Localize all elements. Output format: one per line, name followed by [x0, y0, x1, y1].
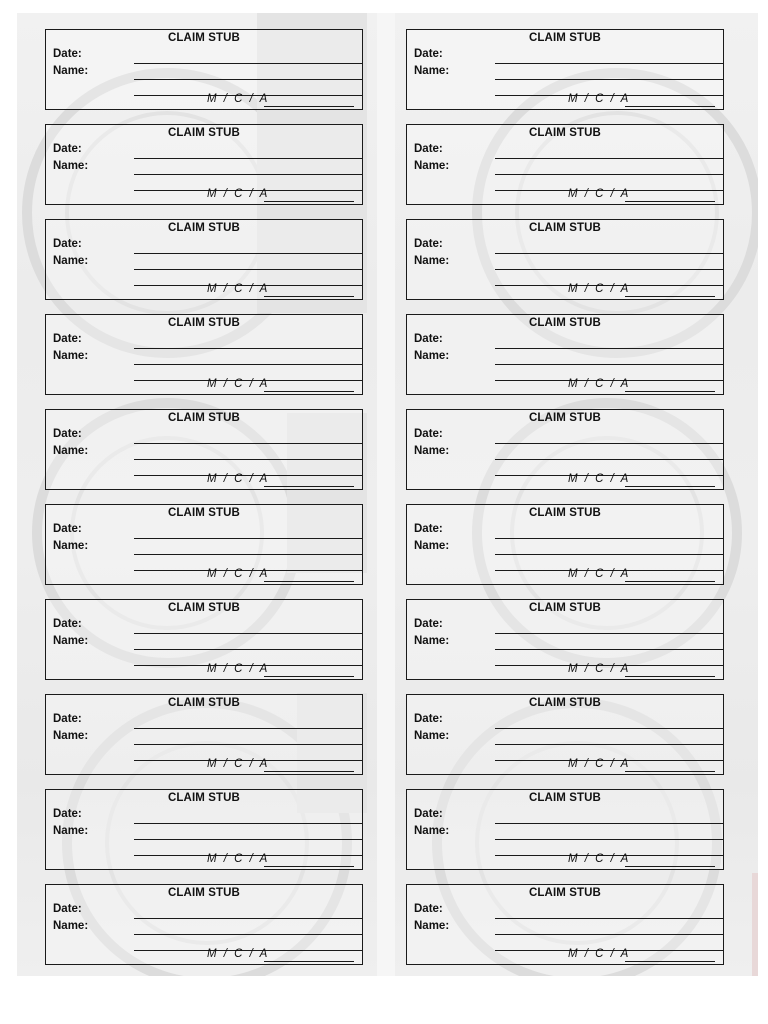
name-label: Name:	[414, 540, 450, 552]
date-label: Date:	[53, 618, 82, 630]
date-label: Date:	[53, 143, 82, 155]
mca-label: M / C / A	[207, 948, 270, 960]
date-write-line[interactable]	[134, 633, 362, 634]
date-write-line[interactable]	[495, 918, 723, 919]
name-label: Name:	[414, 825, 450, 837]
claim-stub-4	[406, 124, 724, 205]
claim-stub-title: CLAIM STUB	[529, 507, 601, 519]
name-write-line[interactable]	[134, 459, 362, 460]
date-label: Date:	[414, 333, 443, 345]
name-write-line[interactable]	[134, 174, 362, 175]
name-write-line[interactable]	[134, 364, 362, 365]
date-label: Date:	[414, 428, 443, 440]
mca-label: M / C / A	[568, 378, 631, 390]
date-write-line[interactable]	[134, 728, 362, 729]
mca-write-line[interactable]	[625, 676, 715, 677]
claim-stub-14	[406, 599, 724, 680]
claim-stub-title: CLAIM STUB	[168, 602, 240, 614]
claim-stub-title: CLAIM STUB	[168, 222, 240, 234]
name-write-line[interactable]	[134, 744, 362, 745]
date-label: Date:	[414, 238, 443, 250]
mca-write-line[interactable]	[264, 296, 354, 297]
claim-stub-18	[406, 789, 724, 870]
name-label: Name:	[53, 255, 89, 267]
mca-write-line[interactable]	[625, 581, 715, 582]
mca-write-line[interactable]	[625, 106, 715, 107]
name-write-line[interactable]	[495, 744, 723, 745]
name-label: Name:	[414, 350, 450, 362]
mca-write-line[interactable]	[625, 486, 715, 487]
claim-stub-title: CLAIM STUB	[168, 412, 240, 424]
mca-write-line[interactable]	[625, 961, 715, 962]
mca-label: M / C / A	[207, 283, 270, 295]
claim-stub-17	[45, 789, 363, 870]
date-label: Date:	[414, 523, 443, 535]
name-write-line[interactable]	[134, 649, 362, 650]
mca-write-line[interactable]	[264, 486, 354, 487]
date-write-line[interactable]	[495, 63, 723, 64]
name-label: Name:	[414, 160, 450, 172]
mca-write-line[interactable]	[264, 581, 354, 582]
name-label: Name:	[53, 540, 89, 552]
name-write-line[interactable]	[134, 554, 362, 555]
date-label: Date:	[53, 428, 82, 440]
date-write-line[interactable]	[495, 348, 723, 349]
mca-label: M / C / A	[207, 568, 270, 580]
claim-stub-title: CLAIM STUB	[168, 127, 240, 139]
mca-write-line[interactable]	[264, 961, 354, 962]
claim-stub-title: CLAIM STUB	[529, 792, 601, 804]
name-write-line[interactable]	[495, 364, 723, 365]
date-label: Date:	[53, 903, 82, 915]
date-write-line[interactable]	[495, 633, 723, 634]
claim-stub-15	[45, 694, 363, 775]
date-write-line[interactable]	[495, 538, 723, 539]
claim-stub-6	[406, 219, 724, 300]
name-write-line[interactable]	[134, 934, 362, 935]
claim-stub-title: CLAIM STUB	[168, 317, 240, 329]
date-label: Date:	[53, 333, 82, 345]
name-label: Name:	[53, 160, 89, 172]
name-write-line[interactable]	[134, 269, 362, 270]
date-write-line[interactable]	[134, 158, 362, 159]
claim-stub-10	[406, 409, 724, 490]
name-label: Name:	[53, 635, 89, 647]
claim-stub-grid	[45, 29, 724, 965]
date-label: Date:	[53, 808, 82, 820]
mca-label: M / C / A	[207, 188, 270, 200]
mca-label: M / C / A	[568, 663, 631, 675]
date-write-line[interactable]	[495, 728, 723, 729]
date-write-line[interactable]	[495, 823, 723, 824]
date-label: Date:	[414, 713, 443, 725]
mca-write-line[interactable]	[264, 391, 354, 392]
date-label: Date:	[414, 903, 443, 915]
claim-stub-9	[45, 409, 363, 490]
claim-stub-5	[45, 219, 363, 300]
name-write-line[interactable]	[495, 79, 723, 80]
claim-stub-1	[45, 29, 363, 110]
claim-stub-title: CLAIM STUB	[168, 32, 240, 44]
claim-stub-20	[406, 884, 724, 965]
mca-write-line[interactable]	[264, 771, 354, 772]
date-write-line[interactable]	[134, 63, 362, 64]
claim-stub-title: CLAIM STUB	[529, 32, 601, 44]
date-write-line[interactable]	[134, 253, 362, 254]
mca-write-line[interactable]	[264, 201, 354, 202]
mca-label: M / C / A	[568, 948, 631, 960]
claim-stub-title: CLAIM STUB	[529, 887, 601, 899]
mca-label: M / C / A	[568, 853, 631, 865]
name-write-line[interactable]	[495, 174, 723, 175]
claim-stub-13	[45, 599, 363, 680]
name-label: Name:	[53, 920, 89, 932]
date-write-line[interactable]	[134, 538, 362, 539]
date-write-line[interactable]	[495, 253, 723, 254]
name-write-line[interactable]	[495, 934, 723, 935]
name-label: Name:	[53, 825, 89, 837]
date-write-line[interactable]	[134, 443, 362, 444]
date-label: Date:	[53, 48, 82, 60]
name-write-line[interactable]	[134, 79, 362, 80]
name-write-line[interactable]	[495, 459, 723, 460]
name-label: Name:	[53, 350, 89, 362]
claim-stub-3	[45, 124, 363, 205]
mca-write-line[interactable]	[264, 676, 354, 677]
date-write-line[interactable]	[134, 823, 362, 824]
mca-write-line[interactable]	[264, 106, 354, 107]
name-label: Name:	[53, 445, 89, 457]
name-write-line[interactable]	[495, 554, 723, 555]
name-label: Name:	[53, 65, 89, 77]
claim-stub-title: CLAIM STUB	[529, 602, 601, 614]
name-label: Name:	[414, 445, 450, 457]
mca-write-line[interactable]	[625, 391, 715, 392]
name-label: Name:	[414, 730, 450, 742]
claim-stub-title: CLAIM STUB	[529, 412, 601, 424]
mca-label: M / C / A	[568, 283, 631, 295]
claim-stub-11	[45, 504, 363, 585]
date-label: Date:	[414, 48, 443, 60]
claim-stub-2	[406, 29, 724, 110]
mca-write-line[interactable]	[625, 866, 715, 867]
date-label: Date:	[414, 143, 443, 155]
date-label: Date:	[53, 238, 82, 250]
name-label: Name:	[53, 730, 89, 742]
name-label: Name:	[414, 255, 450, 267]
date-write-line[interactable]	[495, 158, 723, 159]
claim-stub-7	[45, 314, 363, 395]
claim-stub-8	[406, 314, 724, 395]
date-write-line[interactable]	[495, 443, 723, 444]
claim-stub-12	[406, 504, 724, 585]
claim-stub-title: CLAIM STUB	[168, 792, 240, 804]
claim-stub-title: CLAIM STUB	[529, 127, 601, 139]
date-write-line[interactable]	[134, 918, 362, 919]
mca-label: M / C / A	[207, 853, 270, 865]
date-label: Date:	[414, 618, 443, 630]
date-label: Date:	[414, 808, 443, 820]
mca-label: M / C / A	[207, 93, 270, 105]
date-label: Date:	[53, 713, 82, 725]
date-label: Date:	[53, 523, 82, 535]
name-label: Name:	[414, 920, 450, 932]
claim-stub-title: CLAIM STUB	[168, 507, 240, 519]
mca-label: M / C / A	[207, 473, 270, 485]
name-write-line[interactable]	[495, 269, 723, 270]
name-write-line[interactable]	[134, 839, 362, 840]
mca-label: M / C / A	[207, 378, 270, 390]
claim-stub-title: CLAIM STUB	[529, 317, 601, 329]
date-write-line[interactable]	[134, 348, 362, 349]
mca-write-line[interactable]	[625, 771, 715, 772]
claim-stub-title: CLAIM STUB	[529, 697, 601, 709]
mca-label: M / C / A	[568, 473, 631, 485]
mca-write-line[interactable]	[625, 296, 715, 297]
mca-label: M / C / A	[568, 568, 631, 580]
name-label: Name:	[414, 65, 450, 77]
mca-label: M / C / A	[207, 663, 270, 675]
claim-stub-19	[45, 884, 363, 965]
mca-label: M / C / A	[207, 758, 270, 770]
claim-stub-title: CLAIM STUB	[168, 887, 240, 899]
mca-write-line[interactable]	[625, 201, 715, 202]
mca-write-line[interactable]	[264, 866, 354, 867]
mca-label: M / C / A	[568, 758, 631, 770]
claim-stub-title: CLAIM STUB	[168, 697, 240, 709]
claim-stub-title: CLAIM STUB	[529, 222, 601, 234]
mca-label: M / C / A	[568, 93, 631, 105]
name-write-line[interactable]	[495, 649, 723, 650]
name-label: Name:	[414, 635, 450, 647]
claim-stub-16	[406, 694, 724, 775]
name-write-line[interactable]	[495, 839, 723, 840]
mca-label: M / C / A	[568, 188, 631, 200]
